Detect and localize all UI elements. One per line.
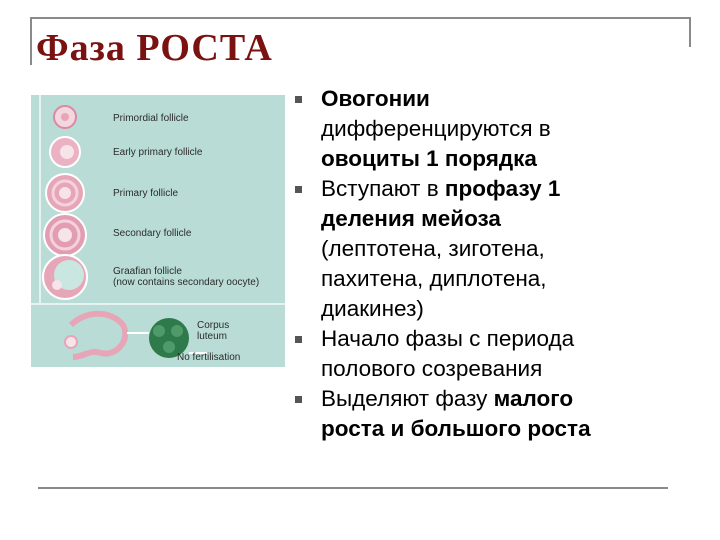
bullet-text: (лептотена, зиготена, xyxy=(321,236,545,261)
label-no-fertilisation: No fertilisation xyxy=(177,352,241,363)
bullet-text: диакинез) xyxy=(321,296,424,321)
primary-follicle-drawing xyxy=(46,174,84,212)
bullet-text: дифференцируются в xyxy=(321,116,551,141)
bullet-text: Овогонии xyxy=(321,86,430,111)
bullet-text: роста и большого роста xyxy=(321,416,591,441)
bullet-text: деления мейоза xyxy=(321,206,501,231)
follicle-diagram xyxy=(31,95,285,367)
label-primary-follicle: Primary follicle xyxy=(113,188,179,199)
bullet-text: профазу 1 xyxy=(444,176,561,201)
early-primary-follicle-drawing xyxy=(50,137,80,167)
bullet-item xyxy=(291,84,711,174)
frame-right-line xyxy=(689,17,691,47)
bullet-text: малого xyxy=(493,386,574,411)
slide-title: Фаза РОСТА xyxy=(36,27,273,69)
bullet-text: Начало фазы с периода xyxy=(321,326,575,351)
graafian-follicle-drawing xyxy=(43,255,87,299)
label-corpus-luteum: Corpus luteum xyxy=(197,320,230,342)
bullet-square-icon xyxy=(295,96,302,103)
bullet-text: Выделяют фазу xyxy=(321,386,494,411)
bullet-square-icon xyxy=(295,396,302,403)
frame-top-line xyxy=(30,17,690,19)
bullet-square-icon xyxy=(295,186,302,193)
label-early-primary-follicle: Early primary follicle xyxy=(113,147,203,158)
primordial-follicle-drawing xyxy=(54,106,76,128)
label-primordial-follicle: Primordial follicle xyxy=(113,113,189,124)
label-secondary-follicle: Secondary follicle xyxy=(113,228,192,239)
ovulation-drawing xyxy=(65,314,149,357)
secondary-follicle-drawing xyxy=(44,214,86,256)
bullet-text: Вступают в xyxy=(321,176,445,201)
bullet-list xyxy=(291,84,711,444)
bullet-text: овоциты 1 порядка xyxy=(321,146,537,171)
bullet-text: полового созревания xyxy=(321,356,543,381)
label-graafian-follicle: Graafian follicle (now contains secondary oocyte) xyxy=(113,266,260,288)
bullet-item xyxy=(291,174,711,324)
bullet-square-icon xyxy=(295,336,302,343)
bullet-item xyxy=(291,384,711,444)
bullet-item xyxy=(291,324,711,384)
frame-bottom-line xyxy=(38,487,668,489)
frame-left-line xyxy=(30,17,32,65)
bullet-text: пахитена, диплотена, xyxy=(321,266,547,291)
